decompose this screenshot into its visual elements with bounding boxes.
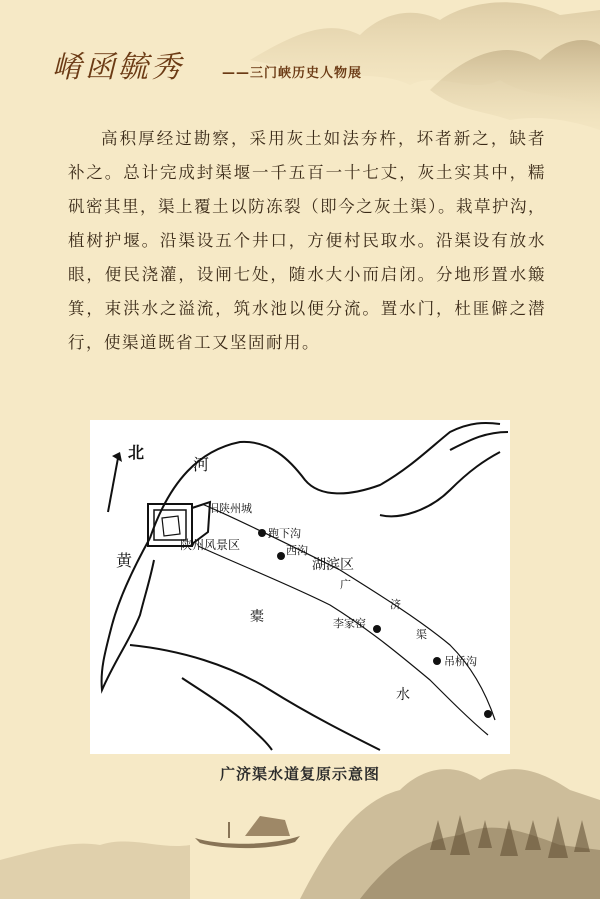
body-paragraph: 高积厚经过勘察，采用灰土如法夯杵，坏者新之，缺者补之。总计完成封渠堰一千五百一十七丈，灰土实其中，糯矾密其里，渠上覆土以防冻裂（即今之灰土渠）。栽草护沟，植树护堰。沿渠设五个井口，方便村民取水。沿渠设有放水眼，便民浇灌，设闸七处，随水大小而启闭。分地形置水簸箕，束洪水之溢流，筑水池以便分流。置水门，杜匪僻之潜行，使渠道既省工又坚固耐用。 <box>68 129 546 352</box>
label-guang: 广 <box>340 578 351 591</box>
label-lijiayao: 李家窑 <box>333 617 366 630</box>
label-old-city: 旧陕州城 <box>208 502 252 515</box>
label-north: 北 <box>128 443 145 462</box>
label-paoxiagou: 跑下沟 <box>268 527 301 540</box>
label-diaoqiaogou: 吊桥沟 <box>444 655 477 668</box>
label-lakeside: 湖滨区 <box>312 557 354 573</box>
north-arrow <box>108 458 118 512</box>
label-river-he: 河 <box>193 455 210 474</box>
river-bank-far <box>450 432 508 450</box>
dot-paoxiagou <box>258 529 266 537</box>
canal-line <box>202 504 495 720</box>
label-scenic-area: 陕州风景区 <box>180 538 241 552</box>
dot-diaoqiaogou <box>433 657 441 665</box>
page-subtitle: ——三门峡历史人物展 <box>222 66 363 81</box>
dot-end <box>484 710 492 718</box>
map-drawing <box>90 420 510 754</box>
label-qu: 渠 <box>416 628 427 641</box>
label-ji: 济 <box>390 598 401 611</box>
map-caption: 广济渠水道复原示意图 <box>219 765 380 783</box>
label-river-huang: 黄 <box>116 551 133 570</box>
river-bank-north <box>150 423 500 538</box>
qing-river-bank <box>130 645 380 750</box>
label-qing: 橐 <box>250 609 264 625</box>
label-xigou: 西沟 <box>286 544 308 557</box>
canal-map <box>90 420 510 754</box>
dot-lijiayao <box>373 625 381 633</box>
dot-xigou <box>277 552 285 560</box>
label-shui: 水 <box>396 687 410 703</box>
page-title: 崤函毓秀 <box>52 50 184 85</box>
